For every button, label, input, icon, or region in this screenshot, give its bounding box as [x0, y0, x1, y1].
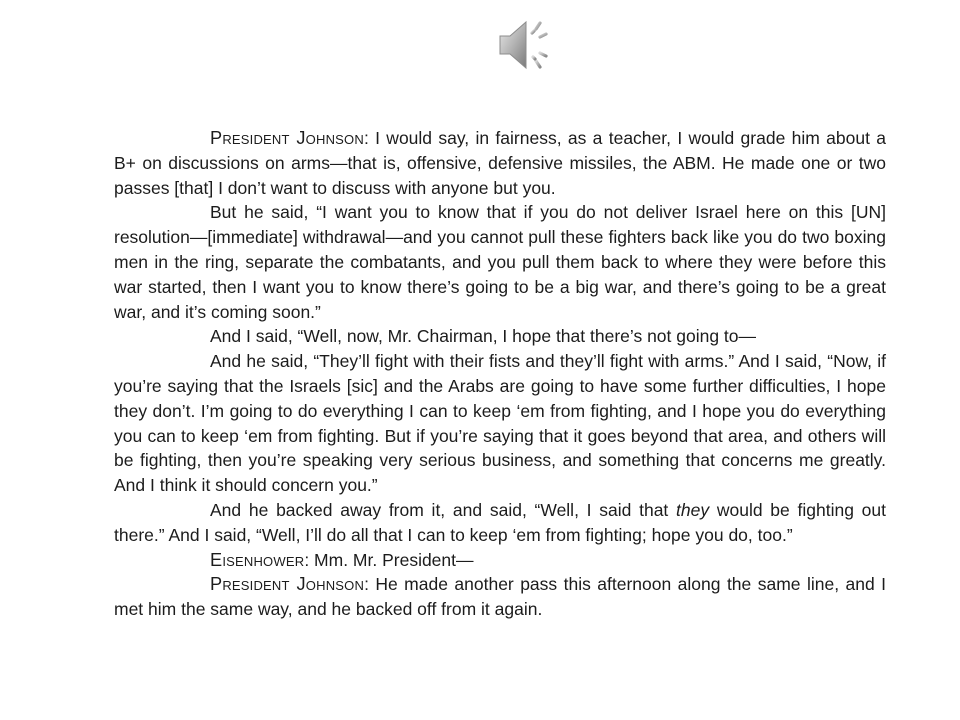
transcript-paragraph	[114, 126, 886, 200]
transcript-paragraph	[114, 572, 886, 622]
emphasized-word: they	[676, 499, 710, 520]
transcript-paragraph	[114, 349, 886, 498]
transcript-paragraph	[114, 200, 886, 324]
speaker-name: President Johnson	[210, 128, 364, 148]
paragraph-text: And he said, “They’ll fight with their fists and they’ll fight with arms.” And I said, “Now, if you’re saying that the Israels [sic] and the Arabs are going to have some further difficulties, I hope they don’t. I’m going to do everything I can to keep ‘em from fighting, and I hope you do everything you can to keep ‘em from fighting. But if you’re saying that it goes beyond that area, and others will be fighting, then you’re speaking very serious business, and something that concerns me greatly. And I think it should concern you.”	[114, 351, 886, 496]
paragraph-text: : He made another pass this afternoon along the same line, and I met him the same way, and he backed off from it again.	[114, 574, 886, 620]
paragraph-text: And I said, “Well, now, Mr. Chairman, I hope that there’s not going to—	[210, 326, 757, 347]
speaker-name: President Johnson	[210, 574, 365, 595]
speaker-name: Eisenhower	[210, 549, 305, 570]
paragraph-text: And he backed away from it, and said, “Well, I said that	[210, 499, 677, 520]
transcript-paragraph	[114, 498, 886, 548]
paragraph-text: would be fighting out there.” And I said, “Well, I’ll do all that I can to keep ‘em from fighting; hope you do, too.”	[114, 499, 886, 545]
transcript-paragraph	[114, 324, 886, 349]
paragraph-text: But he said, “I want you to know that if you do not deliver Israel here on this [UN] resolution—[immediate] withdrawal—and you cannot pull these fighters back like you do two boxing men in the ring, separate the combatants, and you pull them back to where they were before this war started, then I want you to know there’s going to be a big war, and there’s going to be a great war, and it’s coming soon.”	[114, 202, 886, 322]
speaker-icon[interactable]	[496, 14, 560, 78]
paragraph-text: : Mm. Mr. President—	[304, 549, 474, 570]
paragraph-text: : I would say, in fairness, as a teacher, I would grade him about a B+ on discussions on arms—that is, offensive, defensive missiles, the ABM. He made one or two passes [that] I don’t want to discuss with anyone but you.	[114, 128, 887, 198]
transcript-paragraph	[114, 548, 886, 573]
transcript	[114, 126, 886, 622]
